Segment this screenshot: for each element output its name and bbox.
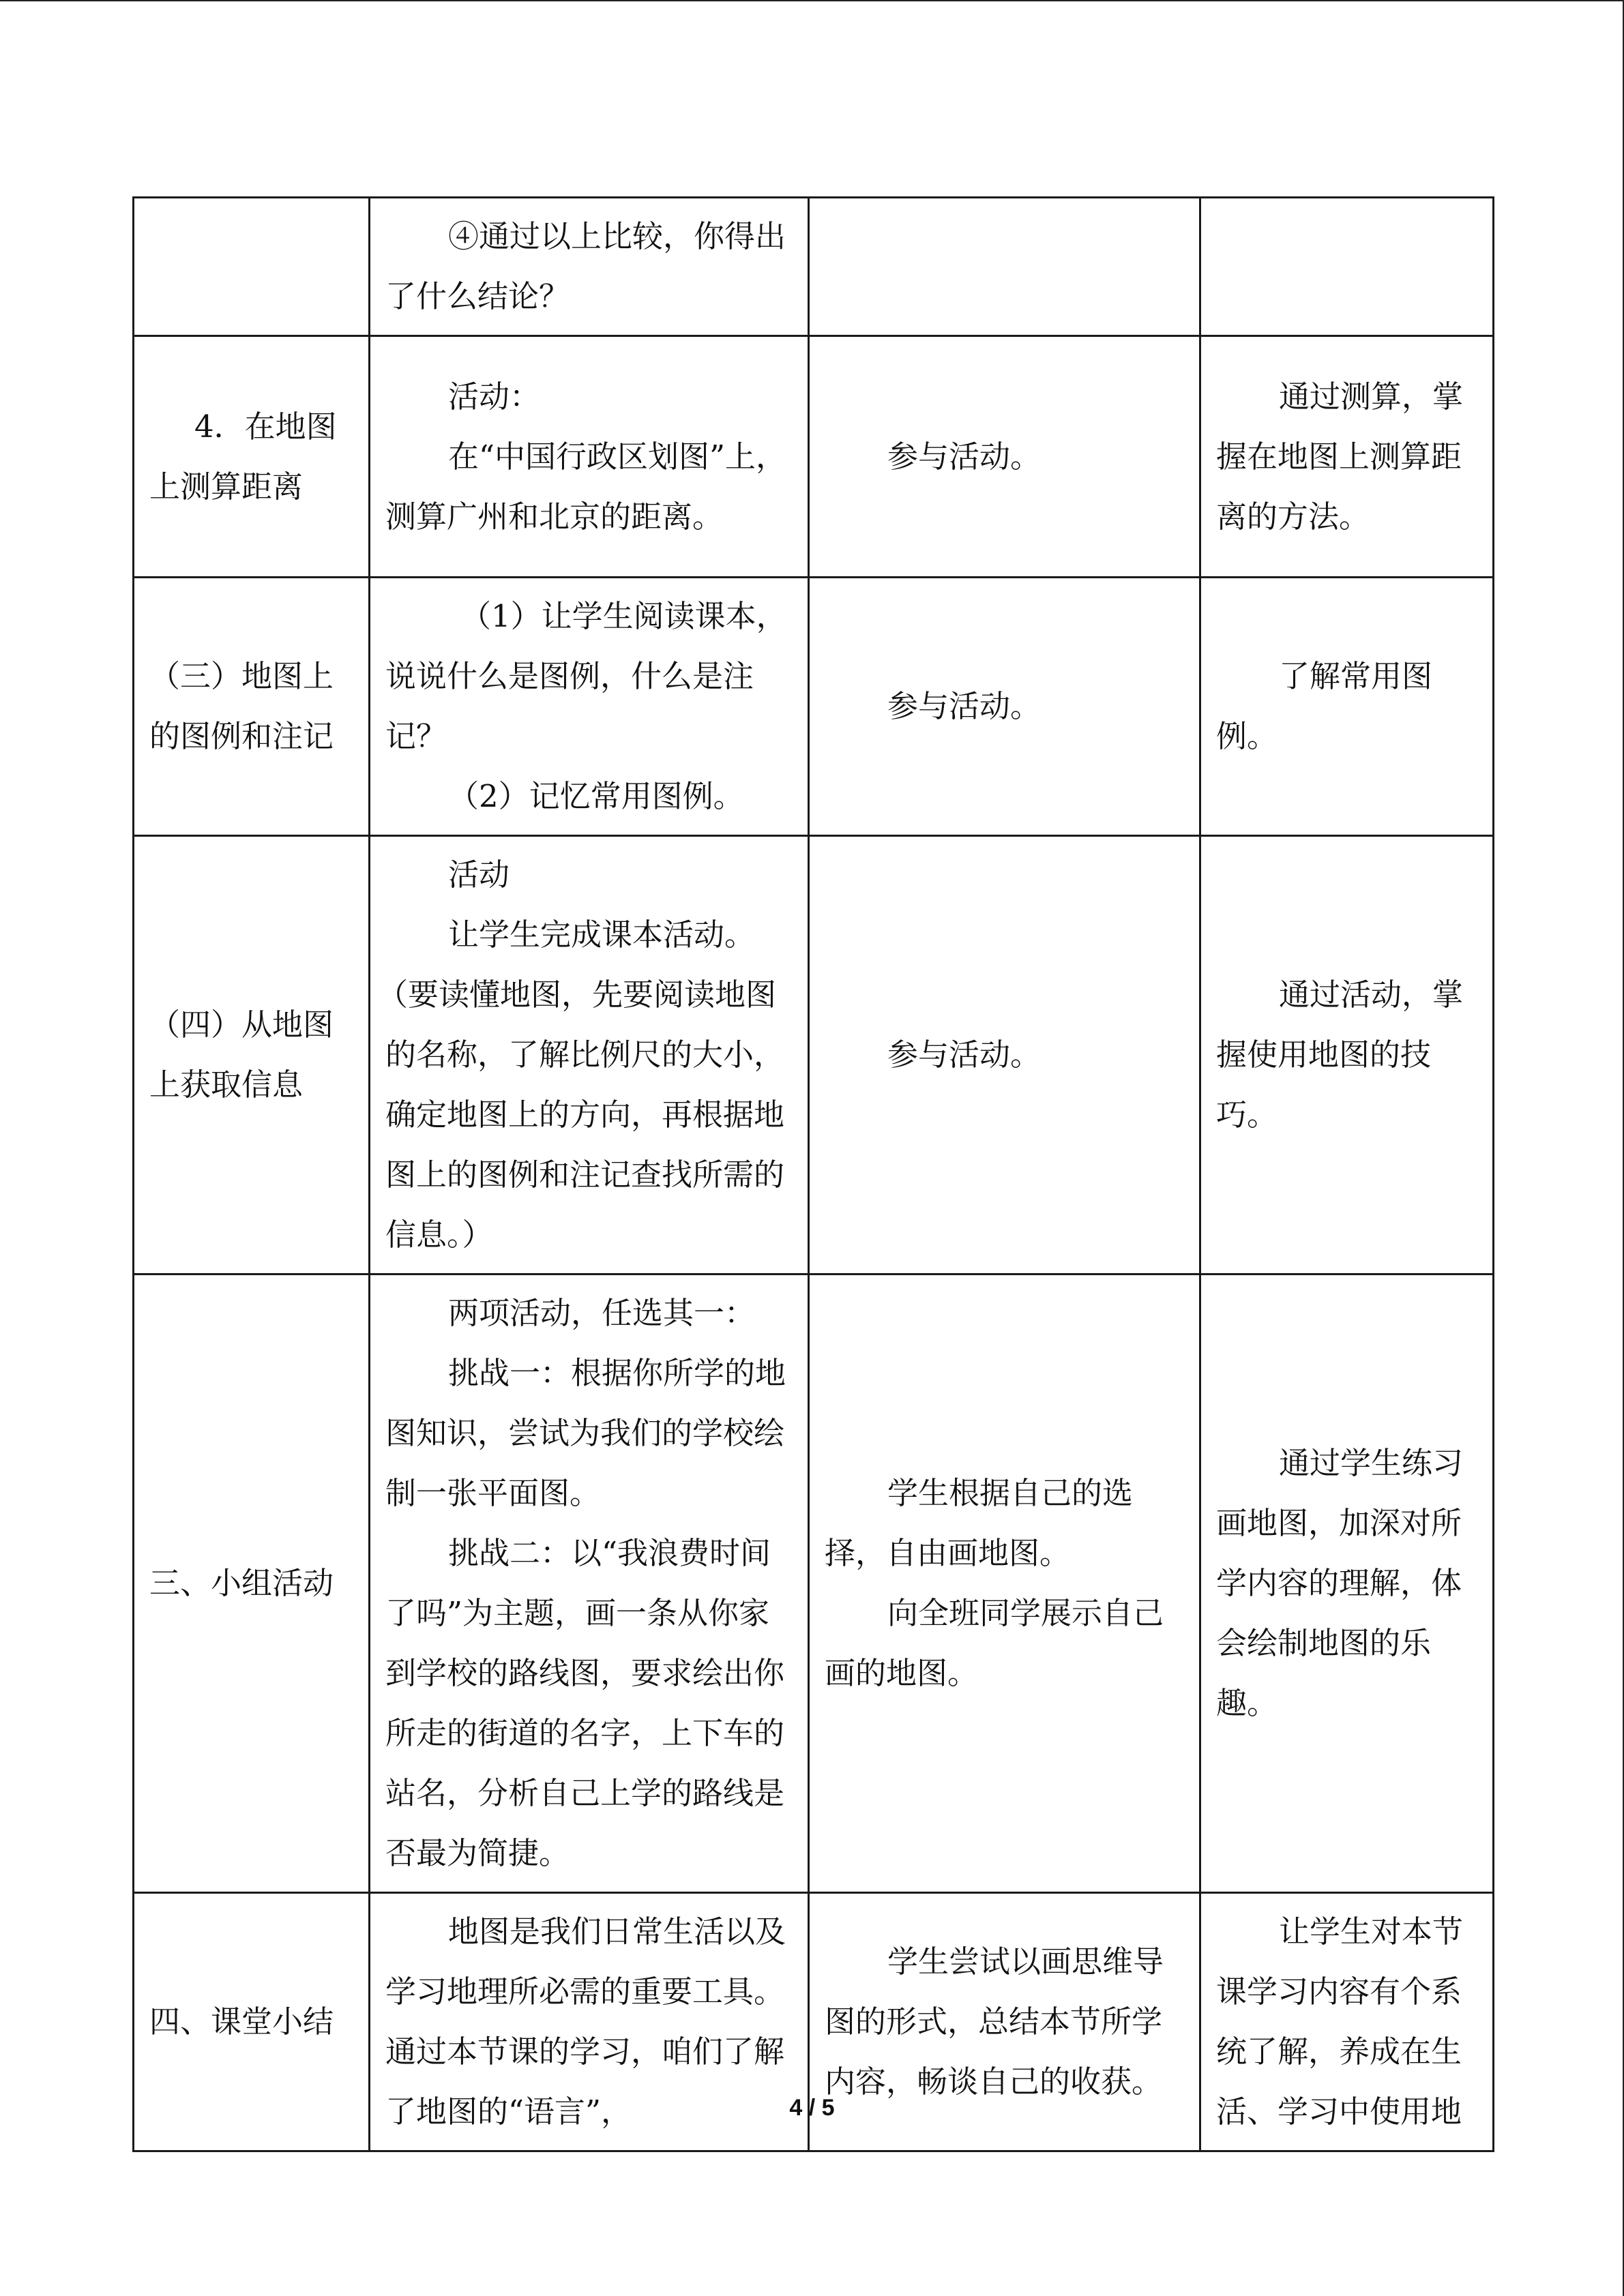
teacher-activity-text: 活动: [448, 856, 510, 893]
student-activity-text: 参与活动。: [887, 1037, 1042, 1073]
table-row: [134, 836, 1494, 1274]
design-intent-cell: [1200, 836, 1494, 1274]
teacher-activity-text: 地图是我们日常生活以及学习地理所必需的重要工具。通过本节课的学习，咱们了解了地图的“语言”，: [385, 1913, 786, 2130]
table-row: [134, 1274, 1494, 1893]
design-intent-text: 了解常用图例。: [1216, 658, 1433, 754]
student-activity-cell: [809, 198, 1200, 336]
table-row: [134, 578, 1494, 836]
design-intent-cell: [1200, 336, 1494, 578]
stage-cell: [134, 336, 370, 578]
student-activity-cell: [809, 1274, 1200, 1893]
design-intent-cell: [1200, 578, 1494, 836]
stage-text: 四、课堂小结: [149, 2003, 334, 2040]
teacher-activity-text: （要读懂地图，先要阅读地图的名称，了解比例尺的大小，确定地图上的方向，再根据地图上的图例和注记查找所需的信息。）: [377, 976, 785, 1253]
student-activity-cell: [809, 336, 1200, 578]
design-intent-text: 通过活动，掌握使用地图的技巧。: [1216, 976, 1464, 1133]
design-intent-text: 通过测算，掌握在地图上测算距离的方法。: [1216, 378, 1464, 535]
student-activity-text: 学生尝试以画思维导图的形式，总结本节所学内容，畅谈自己的收获。: [825, 1943, 1164, 2100]
student-activity-cell: [809, 836, 1200, 1274]
teacher-activity-text: （1）让学生阅读课本，说说什么是图例，什么是注记？: [385, 598, 787, 754]
lesson-plan-table: [132, 196, 1494, 2152]
teacher-activity-text: 活动：: [448, 378, 541, 415]
teacher-activity-text: 让学生完成课本活动。: [448, 916, 756, 953]
stage-cell: [134, 578, 370, 836]
teacher-activity-text: 挑战一：根据你所学的地图知识，尝试为我们的学校绘制一张平面图。: [385, 1355, 786, 1511]
teacher-activity-text: 挑战二：以“我浪费时间了吗”为主题，画一条从你家到学校的路线图，要求绘出你所走的街道的名字，上下车的站名，分析自己上学的路线是否最为简捷。: [385, 1535, 785, 1871]
teacher-activity-text: 在“中国行政区划图”上，测算广州和北京的距离。: [385, 438, 787, 535]
stage-cell: [134, 836, 370, 1274]
student-activity-text: 学生根据自己的选择，自由画地图。: [825, 1475, 1134, 1571]
table-row: [134, 198, 1494, 336]
stage-text: （三）地图上的图例和注记: [149, 658, 334, 754]
stage-text: （四）从地图上获取信息: [149, 1007, 334, 1103]
teacher-activity-cell: [370, 336, 809, 578]
stage-text: 4．在地图上测算距离: [149, 408, 337, 505]
design-intent-cell: [1200, 198, 1494, 336]
student-activity-text: 向全班同学展示自己画的地图。: [825, 1595, 1164, 1691]
student-activity-text: 参与活动。: [887, 688, 1042, 724]
table-row: [134, 336, 1494, 578]
design-intent-cell: [1200, 1274, 1494, 1893]
page-number: 4 / 5: [789, 2095, 835, 2121]
stage-text: 三、小组活动: [149, 1565, 334, 1601]
design-intent-text: 通过学生练习画地图，加深对所学内容的理解，体会绘制地图的乐趣。: [1216, 1445, 1464, 1721]
student-activity-cell: [809, 578, 1200, 836]
teacher-activity-cell: [370, 198, 809, 336]
student-activity-text: 参与活动。: [887, 438, 1042, 475]
design-intent-text: 让学生对本节课学习内容有个系统了解，养成在生活、学习中使用地: [1216, 1913, 1464, 2130]
teacher-activity-cell: [370, 1274, 809, 1893]
teacher-activity-cell: [370, 836, 809, 1274]
stage-cell: [134, 1274, 370, 1893]
teacher-activity-text: 两项活动，任选其一：: [448, 1295, 756, 1331]
teacher-activity-text: ④通过以上比较，你得出了什么结论？: [385, 218, 786, 314]
teacher-activity-text: （2）记忆常用图例。: [448, 778, 744, 814]
teacher-activity-cell: [370, 578, 809, 836]
stage-cell: [134, 198, 370, 336]
